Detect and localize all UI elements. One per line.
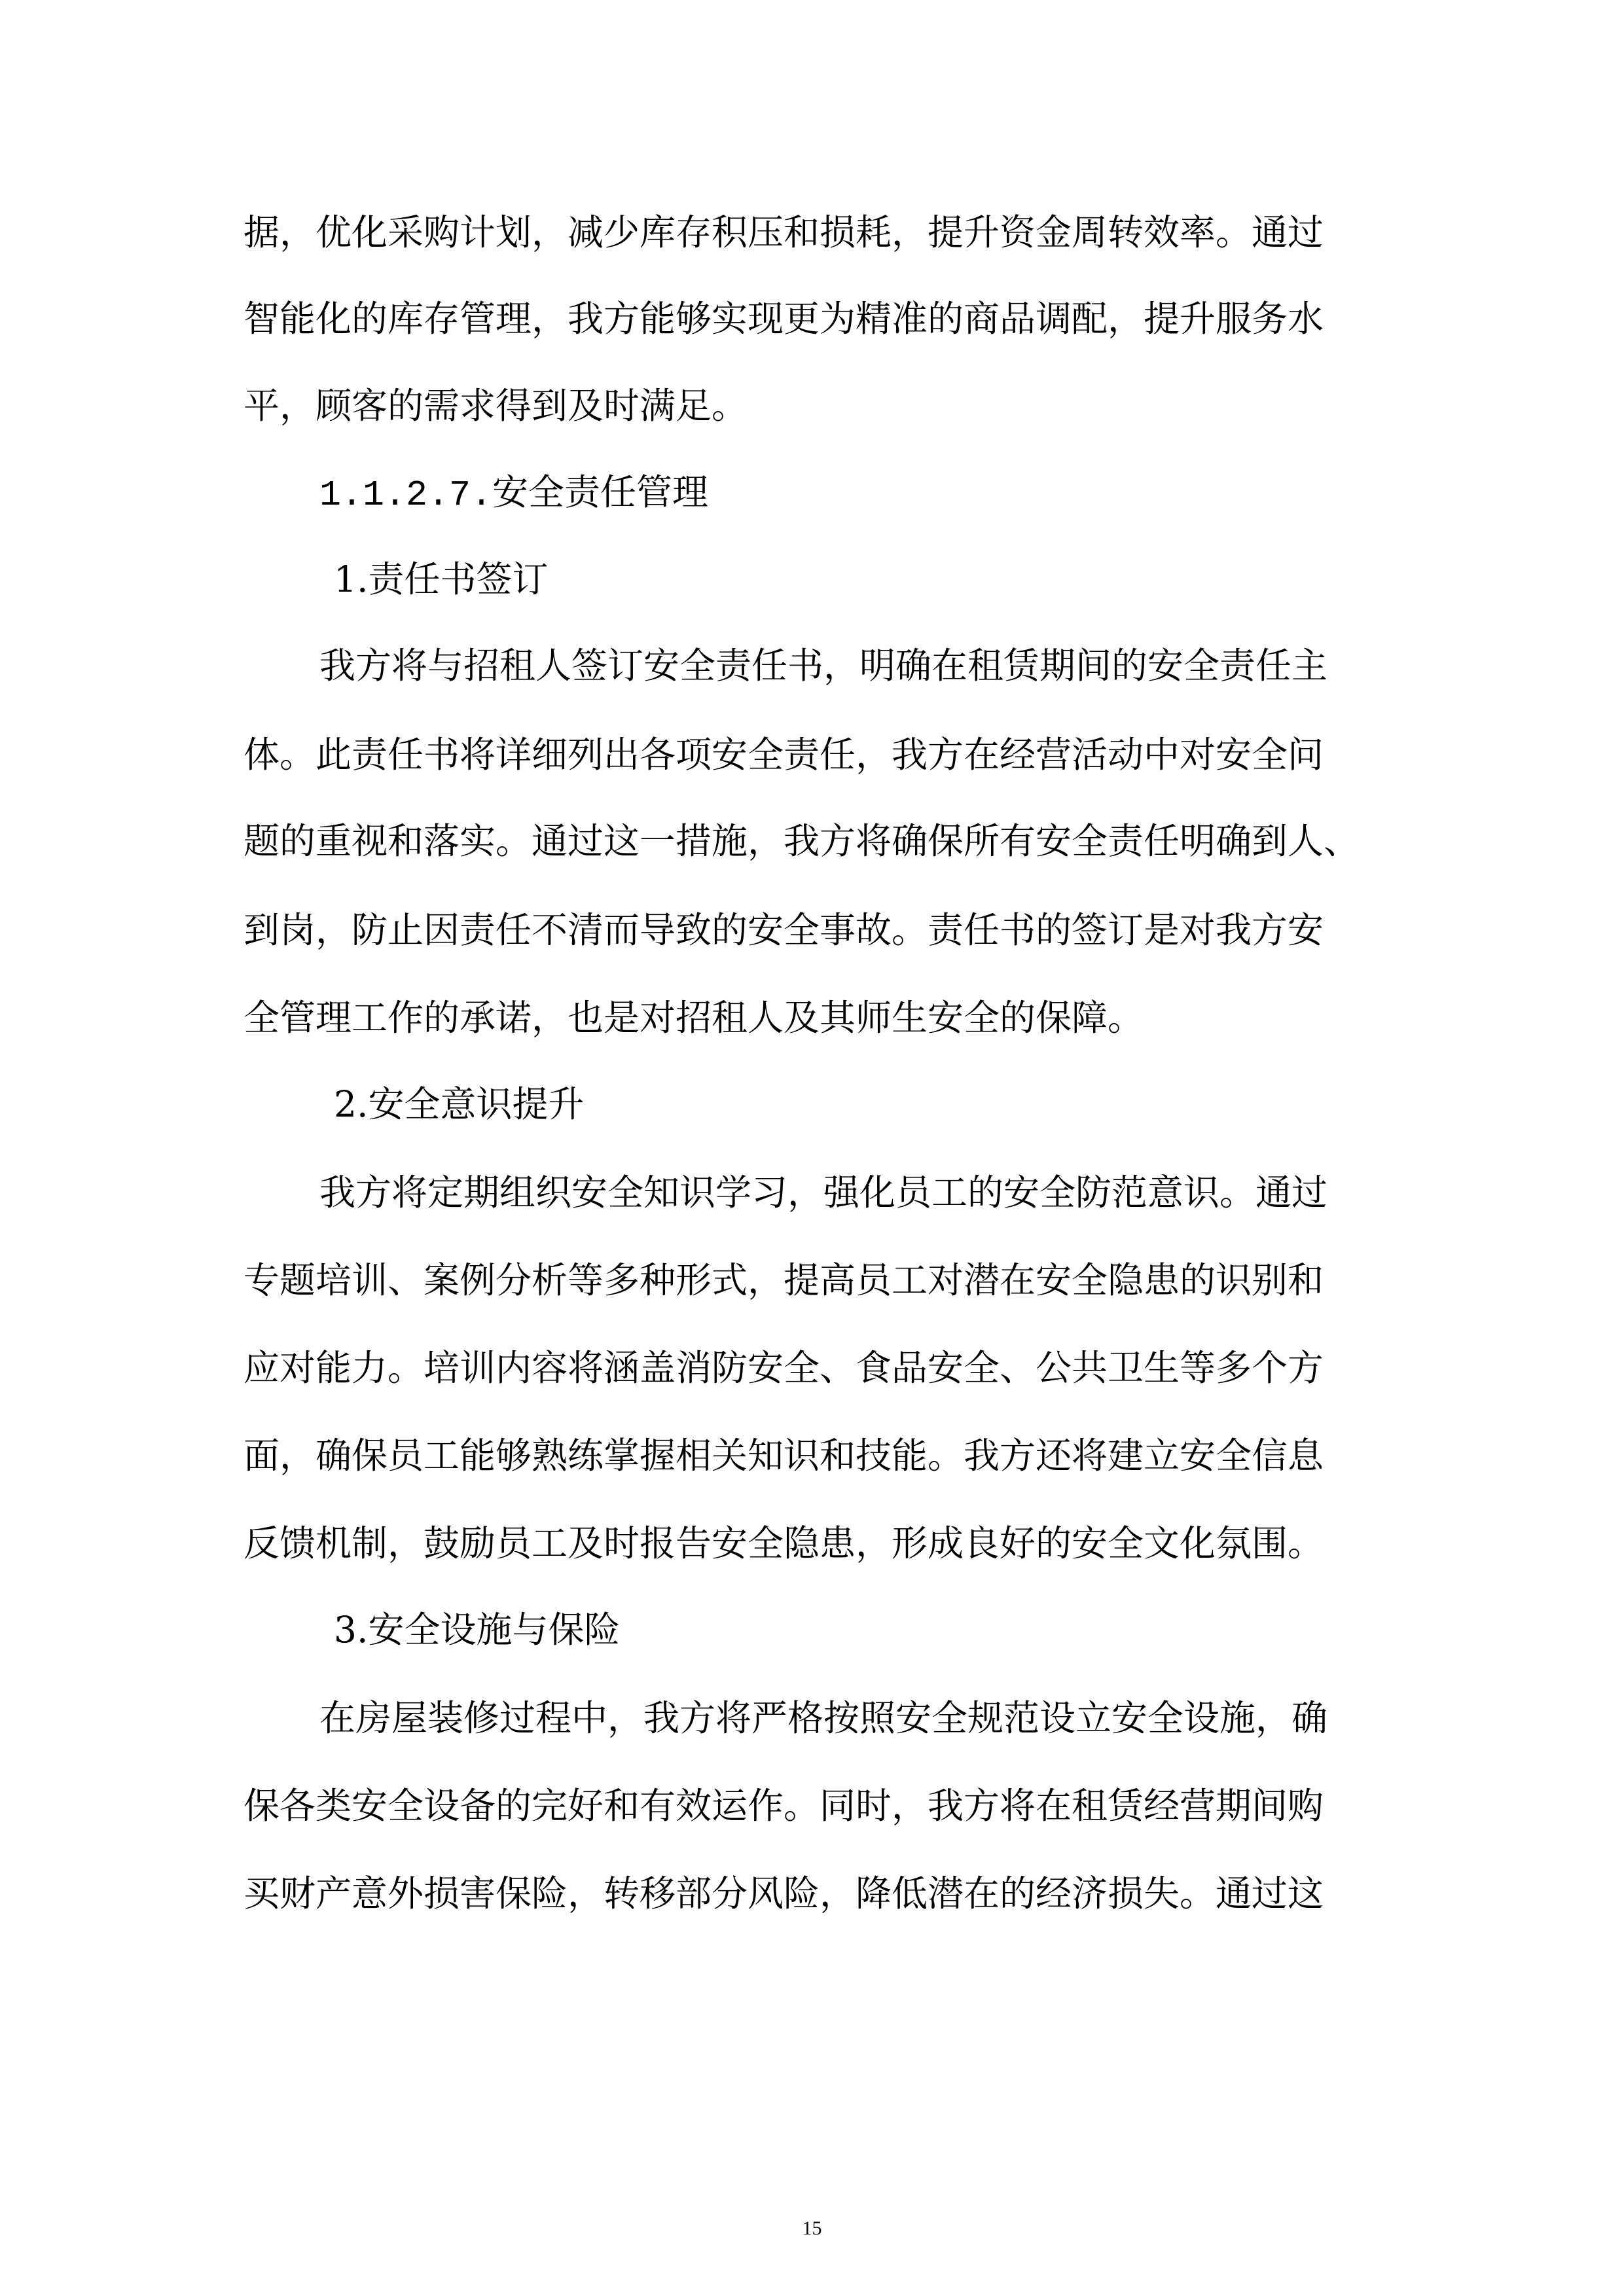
- section-heading: 1.1.2.7.安全责任管理: [319, 475, 709, 516]
- item-2-title: 2.安全意识提升: [334, 1083, 585, 1125]
- carryover-line-2: 智能化的库存管理，我方能够实现更为精准的商品调配，提升服务水: [244, 298, 1324, 340]
- item-1-title: 1.责任书签订: [334, 558, 549, 600]
- item-2-line-4: 面，确保员工能够熟练掌握相关知识和技能。我方还将建立安全信息: [244, 1435, 1324, 1477]
- item-1-line-3: 题的重视和落实。通过这一措施，我方将确保所有安全责任明确到人、: [244, 820, 1360, 862]
- item-3-line-3: 买财产意外损害保险，转移部分风险，降低潜在的经济损失。通过这: [244, 1873, 1324, 1914]
- carryover-line-3: 平，顾客的需求得到及时满足。: [244, 385, 748, 427]
- item-1-line-2: 体。此责任书将详细列出各项安全责任，我方在经营活动中对安全问: [244, 734, 1324, 776]
- page-number: 15: [802, 2217, 822, 2239]
- carryover-line-1: 据，优化采购计划，减少库存积压和损耗，提升资金周转效率。通过: [244, 211, 1324, 253]
- item-1-line-5: 全管理工作的承诺，也是对招租人及其师生安全的保障。: [244, 997, 1144, 1039]
- item-3-line-1: 在房屋装修过程中，我方将严格按照安全规范设立安全设施，确: [319, 1697, 1328, 1739]
- item-3-title: 3.安全设施与保险: [334, 1609, 621, 1651]
- item-2-line-3: 应对能力。培训内容将涵盖消防安全、食品安全、公共卫生等多个方: [244, 1347, 1324, 1389]
- item-1-line-1: 我方将与招租人签订安全责任书，明确在租赁期间的安全责任主: [319, 645, 1328, 687]
- item-1-line-4: 到岗，防止因责任不清而导致的安全事故。责任书的签订是对我方安: [244, 909, 1324, 951]
- item-2-line-2: 专题培训、案例分析等多种形式，提高员工对潜在安全隐患的识别和: [244, 1259, 1324, 1301]
- item-2-line-1: 我方将定期组织安全知识学习，强化员工的安全防范意识。通过: [319, 1172, 1328, 1213]
- item-3-line-2: 保各类安全设备的完好和有效运作。同时，我方将在租赁经营期间购: [244, 1785, 1324, 1827]
- item-2-line-5: 反馈机制，鼓励员工及时报告安全隐患，形成良好的安全文化氛围。: [244, 1522, 1324, 1564]
